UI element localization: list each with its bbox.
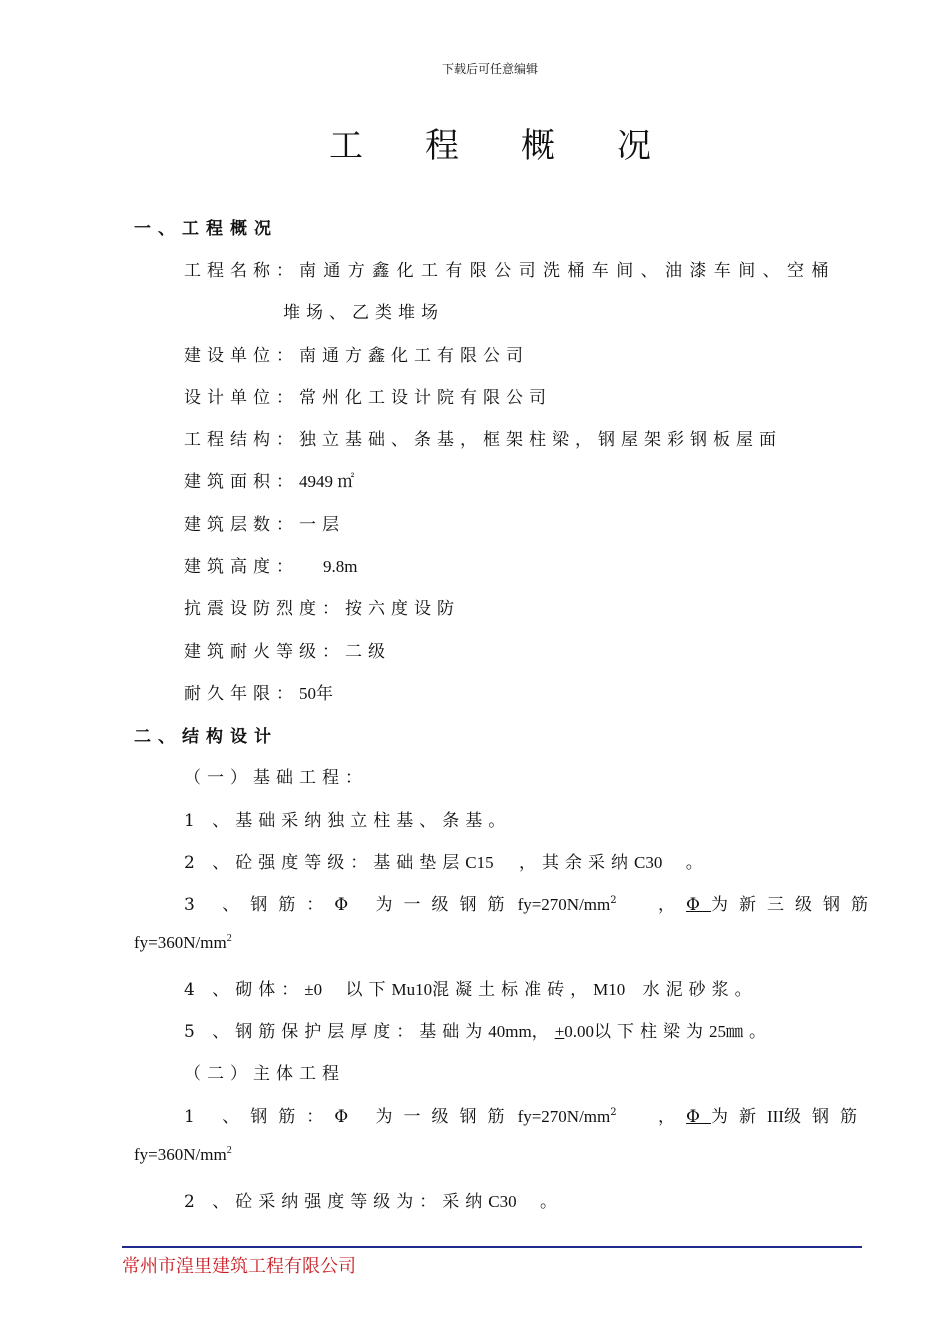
f2-period: 。 [685,853,709,873]
project-name-value: 南通方鑫化工有限公司洗桶车间、油漆车间、空桶 [299,261,836,281]
footer-rule [122,1246,862,1248]
foundation-item-5 [184,1017,772,1042]
f4-text-4: 水泥砂浆。 [642,980,758,1000]
m1-text-2: 为新 [710,1107,767,1127]
m1-sup: 2 [610,1107,628,1118]
builder-row: 建设单位：南通方鑫化工有限公司 [184,346,529,366]
foundation-item-3 [184,890,879,915]
m1-symbol: Φ [686,1107,711,1127]
m2-text: 2 、砼采纳强度等级为：采纳 [184,1192,489,1212]
m1-grade: III [766,1107,784,1126]
f3-strength-1: fy=270N/mm [517,895,611,914]
f3-comma: ， [658,895,687,915]
f4-text-3: 混凝土标准砖， [432,980,594,1000]
project-name-label: 工程名称： [184,261,299,281]
main-item-1-cont [134,1145,232,1165]
m1-text: 1 、钢筋：Φ 为一级钢筋 [184,1107,516,1127]
m1-strength-2: fy=360N/mm [134,1145,227,1164]
f4-text: 4 、砌体： [184,980,305,1000]
f5-plusminus: + [554,1022,565,1041]
foundation-item-2 [184,848,709,873]
durability-row [184,679,339,704]
f5-unit: ㎜。 [726,1022,773,1042]
f3-text-2: 为新三级钢筋 [710,895,879,915]
f2-grade-rest: C30 [633,853,663,872]
area-value: 4949 ㎡ [299,472,355,491]
m1-text-3: 级钢筋 [783,1107,868,1127]
f2-text: 2 、砼强度等级：基础垫层 [184,853,466,873]
f5-cover-2: 25 [709,1022,727,1041]
f3-sup: 2 [610,895,628,906]
download-note: 下载后可任意编辑 [441,62,538,76]
f4-level: ±0 [304,980,323,999]
main-item-1 [184,1102,868,1127]
durability-value: 50 [299,684,316,703]
m1-strength-1: fy=270N/mm [517,1107,611,1126]
height-label: 建筑高度： [184,557,299,577]
f2-grade-base: C15 [465,853,494,872]
designer-row: 设计单位：常州化工设计院有限公司 [184,388,552,408]
f5-text-2: 以下柱梁为 [594,1022,710,1042]
section-1-heading: 一、工程概况 [134,219,278,239]
f5-cover: 40mm， [488,1022,549,1041]
area-row [184,467,354,492]
floors-row: 建筑层数：一层 [184,515,345,535]
area-label: 建筑面积： [184,472,299,492]
f3-text: 3 、钢筋：Φ 为一级钢筋 [184,895,516,915]
main-subheading: （二）主体工程 [184,1064,345,1084]
footer-company: 常州市湟里建筑工程有限公司 [122,1256,356,1277]
project-name-continued: 堆场、乙类堆场 [283,303,444,323]
f4-brick: Mu10 [391,980,433,999]
fire-rating-row: 建筑耐火等级：二级 [184,642,391,662]
seismic-row: 抗震设防烈度：按六度设防 [184,599,460,619]
f4-text-2: 以下 [345,980,392,1000]
foundation-item-1: 1 、基础采纳独立柱基、条基。 [184,811,512,831]
f3-sup-2: 2 [226,933,232,944]
durability-unit: 年 [316,684,339,704]
f5-level: 0.00 [564,1022,595,1041]
f3-symbol: Φ [686,895,711,915]
m1-sup-2: 2 [226,1145,232,1156]
m1-comma: ， [658,1107,687,1127]
height-row [184,552,357,577]
f5-text: 5 、钢筋保护层厚度：基础为 [184,1022,489,1042]
f2-text-2: ，其余采纳 [518,853,634,873]
section-2-heading: 二、结构设计 [134,727,278,747]
m2-grade: C30 [488,1192,517,1211]
foundation-item-4 [184,975,758,1000]
m2-period: 。 [539,1192,563,1212]
project-name-row [184,256,836,281]
page-title: 工程概况 [329,126,713,166]
structure-row: 工程结构：独立基础、条基，框架柱梁，钢屋架彩钢板屋面 [184,430,782,450]
height-value: 9.8m [323,557,358,576]
durability-label: 耐久年限： [184,684,299,704]
foundation-item-3-cont [134,933,232,953]
f3-strength-2: fy=360N/mm [134,933,227,952]
foundation-subheading: （一）基础工程： [184,768,368,788]
main-item-2 [184,1187,563,1212]
f4-mortar: M10 [593,980,626,999]
